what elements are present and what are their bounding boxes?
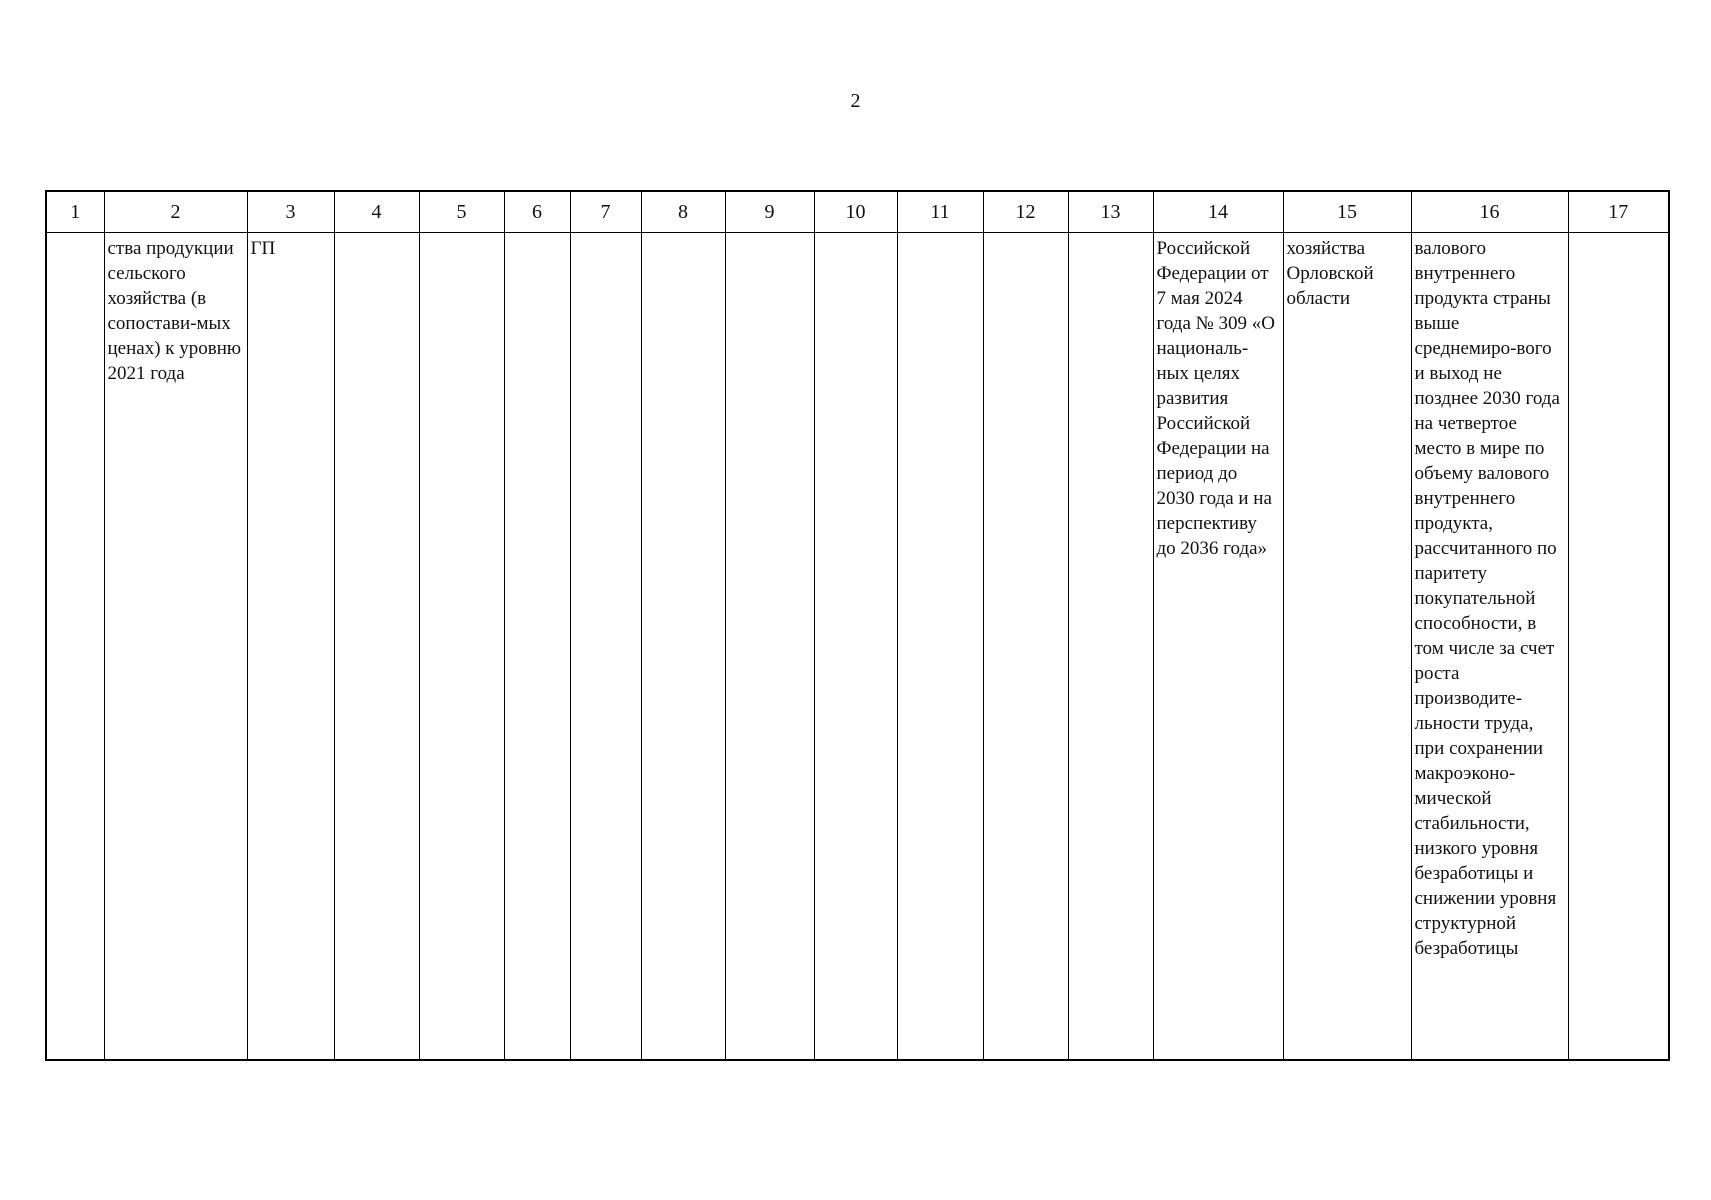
column-number-16: 16 [1411, 191, 1568, 233]
table-cell-11 [897, 233, 983, 1061]
column-number-3: 3 [247, 191, 334, 233]
table-cell-10 [814, 233, 897, 1061]
goal-description-text: валового внутреннего продукта страны выше среднемиро-вого и выход не позднее 2030 года на четвертое место в мире по объему валового внутреннего продукта, рассчитанного по паритету покупательной способности, в том числе за счет роста производите-льности труда, при сохранении макроэконо-мической стабильности, низкого уровня безработицы и снижении уровня структурной безработицы [1414, 238, 1560, 959]
column-number-1: 1 [46, 191, 104, 233]
column-number-13: 13 [1068, 191, 1153, 233]
table-cell-16 [1411, 233, 1568, 1061]
column-number-5: 5 [419, 191, 504, 233]
table-cell-15 [1283, 233, 1411, 1061]
table-cell-8 [641, 233, 725, 1061]
table-cell-6 [504, 233, 570, 1061]
column-number-9: 9 [725, 191, 814, 233]
table-cell-2 [104, 233, 247, 1061]
table-cell-12 [983, 233, 1068, 1061]
table-cell-9 [725, 233, 814, 1061]
column-number-14: 14 [1153, 191, 1283, 233]
table-cell-13 [1068, 233, 1153, 1061]
column-number-6: 6 [504, 191, 570, 233]
table-header-row [46, 191, 1669, 233]
region-text: хозяйства Орловской области [1286, 238, 1374, 309]
column-number-8: 8 [641, 191, 725, 233]
table-cell-17 [1568, 233, 1669, 1061]
column-number-2: 2 [104, 191, 247, 233]
column-number-7: 7 [570, 191, 641, 233]
table-cell-7 [570, 233, 641, 1061]
decree-reference-text: Российской Федерации от 7 мая 2024 года № 309 «О националь-ных целях развития Российской Федерации на период до 2030 года и на перспективу до 2036 года» [1156, 238, 1275, 559]
column-number-10: 10 [814, 191, 897, 233]
table-cell-4 [334, 233, 419, 1061]
table-cell-1 [46, 233, 104, 1061]
program-code: ГП [250, 238, 276, 259]
column-number-12: 12 [983, 191, 1068, 233]
column-number-15: 15 [1283, 191, 1411, 233]
table-cell-5 [419, 233, 504, 1061]
table-row [46, 233, 1669, 1061]
page-number: 2 [850, 90, 861, 112]
data-table [45, 190, 1670, 1061]
table-cell-3 [247, 233, 334, 1061]
column-number-17: 17 [1568, 191, 1669, 233]
table-cell-14 [1153, 233, 1283, 1061]
column-number-11: 11 [897, 191, 983, 233]
column-number-4: 4 [334, 191, 419, 233]
indicator-text: ства продукции сельского хозяйства (в сопостави-мых ценах) к уровню 2021 года [107, 238, 242, 384]
